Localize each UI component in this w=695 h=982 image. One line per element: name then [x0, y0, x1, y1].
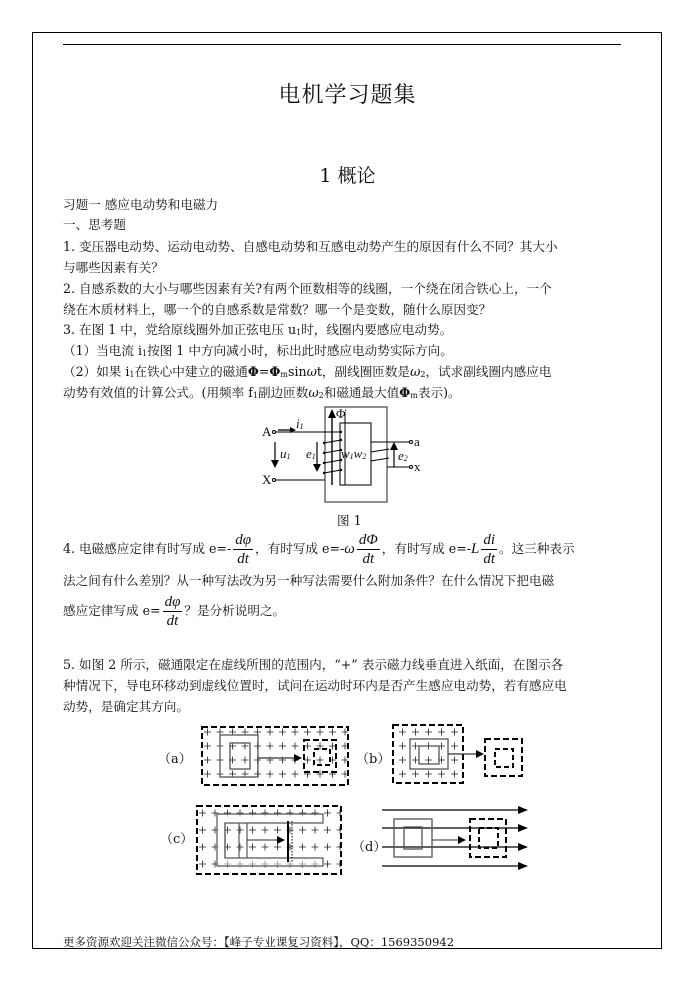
label-e2 [398, 448, 408, 464]
label-i1 [296, 416, 304, 432]
question-3-part-1 [63, 342, 453, 363]
subscript: 2 [318, 391, 324, 400]
question-3-part-2 [63, 363, 551, 384]
text: w [353, 446, 363, 461]
figure-2a-diagram [200, 725, 352, 787]
question-5-line-1: 5. 如图 2 所示，磁通限定在虚线所围的范围内，“+” 表示磁力线垂直进入纸面，在图示各 [63, 657, 564, 672]
label-w1w2 [341, 446, 366, 462]
figure-2c-label: （c） [160, 832, 194, 847]
subscript: 2 [403, 454, 408, 463]
text: 4. 电磁感应定律有时写成 e=- [63, 541, 232, 556]
subsection-heading: 一、思考题 [63, 217, 126, 232]
text: ？是分析说明之。 [184, 603, 286, 618]
text: 。这三种表示 [499, 541, 575, 556]
subscript: 1 [349, 452, 354, 461]
figure-1-caption: 图 1 [337, 513, 362, 528]
question-1-line-2: 与哪些因素有关？ [63, 260, 164, 275]
fraction [357, 531, 380, 568]
chapter-heading: 1 概论 [319, 165, 376, 187]
omega-symbol: ω [410, 364, 421, 379]
text: u [280, 446, 287, 461]
section-heading: 习题一 感应电动势和电磁力 [63, 197, 219, 212]
fraction [163, 593, 183, 630]
label-X: X [262, 472, 272, 487]
phi-symbol: Φ [399, 385, 411, 400]
text: （2）如果 i [63, 364, 130, 379]
text: = [258, 364, 270, 379]
figure-2a-label: （a） [158, 752, 192, 767]
subscript: 1 [311, 452, 316, 461]
question-2-line-2: 绕在木质材料上，哪一个的自感系数是常数？哪一个是变数，随什么原因变？ [63, 302, 492, 317]
label-a: a [414, 434, 420, 449]
denominator: dt [362, 551, 375, 567]
text: 副边匝数 [257, 385, 309, 400]
fraction [233, 531, 253, 568]
text: 感应定律写成 e= [63, 603, 161, 618]
subscript: 2 [362, 452, 367, 461]
subscript: m [410, 391, 418, 400]
question-5-line-3: 动势，是确定其方向。 [63, 699, 189, 714]
numerator: di [483, 532, 496, 548]
document-title: 电机学习题集 [278, 83, 417, 108]
text: e [398, 448, 404, 463]
numerator: dΦ [358, 532, 378, 548]
text: （1）当电流 i [63, 343, 143, 358]
omega-symbol: ω [308, 385, 319, 400]
question-3-line-1 [63, 321, 452, 342]
text: ，有时写成 e=- [381, 541, 472, 556]
label-A: A [262, 424, 272, 439]
question-4-line-1 [63, 530, 575, 568]
text: sin [287, 364, 307, 379]
text: 动势有效值的计算公式。(用频率 f [63, 385, 253, 400]
label-x: x [414, 459, 421, 474]
text: 表示)。 [417, 385, 461, 400]
question-4-line-2: 法之间有什么差别？从一种写法改为另一种写法需要什么附加条件？在什么情况下把电磁 [63, 573, 555, 588]
text: t，副线圈匝数是 [316, 364, 411, 379]
omega-symbol: ω [344, 541, 355, 557]
question-2-line-1: 2. 自感系数的大小与哪些因素有关?有两个匝数相等的线圈，一个绕在闭合铁心上，一个 [63, 281, 552, 296]
phi-symbol: Φ [269, 364, 281, 379]
denominator: dt [166, 613, 179, 629]
subscript: 1 [142, 349, 148, 358]
text: e [306, 446, 312, 461]
subscript: 1 [286, 452, 291, 461]
phi-symbol: Φ [247, 364, 259, 379]
subscript: 1 [129, 370, 135, 379]
subscript: 2 [420, 370, 426, 379]
subscript: m [280, 370, 288, 379]
text: 3. 在图 1 中，党给原线圈外加正弦电压 u [63, 322, 297, 337]
text: i [296, 416, 300, 431]
text: w [341, 446, 350, 461]
omega-symbol: ω [306, 364, 317, 379]
subscript: 1 [252, 391, 258, 400]
label-e1 [306, 446, 316, 462]
numerator: dφ [235, 532, 252, 548]
label-u1 [280, 446, 291, 462]
numerator: dφ [164, 594, 181, 610]
figure-2d-diagram [380, 805, 535, 875]
text: 按图 1 中方向减小时，标出此时感应电动势实际方向。 [147, 343, 453, 358]
fraction [481, 531, 497, 568]
inductance-symbol: L [471, 541, 480, 557]
subscript: 1 [296, 328, 302, 337]
subscript: 1 [299, 422, 304, 431]
text: ，试求副线圈内感应电 [425, 364, 552, 379]
question-4-line-3 [63, 592, 285, 630]
text: 在铁心中建立的磁通 [134, 364, 248, 379]
question-5-line-2: 种情况下，导电环移动到虚线位置时，试问在运动时环内是否产生感应电动势，若有感应电 [63, 678, 567, 693]
text: 时，线圈内要感应电动势。 [301, 322, 453, 337]
figure-2b-diagram [392, 724, 527, 784]
figure-2d-label: （d） [352, 840, 387, 855]
figure-2c-diagram [195, 804, 345, 876]
label-phi: Φ̇ [336, 406, 346, 421]
figure-2b-label: （b） [356, 752, 391, 767]
denominator: dt [237, 551, 249, 567]
footer-note: 更多资源欢迎关注微信公众号：【峰子专业课复习资料】，QQ：1569350942 [63, 935, 455, 949]
question-1-line-1: 1. 变压器电动势、运动电动势、自感电动势和互感电动势产生的原因有什么不同？其大小 [63, 239, 558, 254]
text: 和磁通最大值 [323, 385, 400, 400]
text: ，有时写成 e=- [255, 541, 345, 556]
denominator: dt [483, 551, 496, 567]
header-rule [63, 44, 621, 45]
